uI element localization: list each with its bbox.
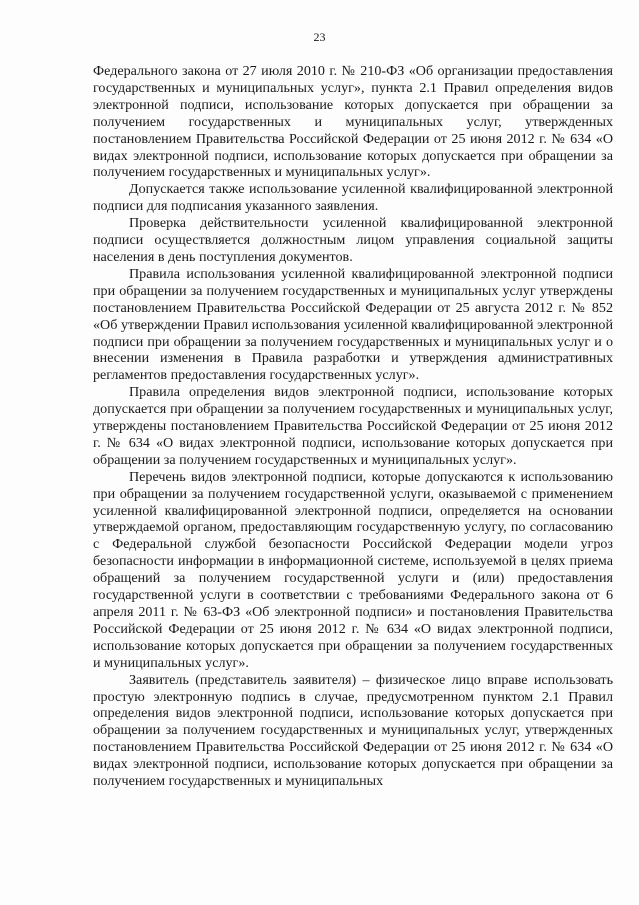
paragraph: Перечень видов электронной подписи, которые допускаются к использованию при обращении за получением государственной услуги, оказываемой с применением усиленной квалифицированной электронной подписи, определяется на основании утверждаемой органом, предоставляющим государственную услугу, по согласованию с Федеральной службой безопасности Российской Федерации модели угроз безопасности информации в информационной системе, используемой в целях приема обращений за получением государственной услуги и (или) предоставления государственной услуги в соответствии с требованиями Федерального закона от 6 апреля 2011 г. № 63-ФЗ «Об электронной подписи» и постановления Правительства Российской Федерации от 25 июня 2012 г. № 634 «О видах электронной подписи, использование которых допускается при обращении за получением государственных и муниципальных услуг».: [93, 468, 613, 671]
paragraph: Допускается также использование усиленной квалифицированной электронной подписи для подписания указанного заявления.: [93, 181, 613, 215]
paragraph: Правила определения видов электронной подписи, использование которых допускается при обращении за получением государственных и муниципальных услуг, утверждены постановлением Правительства Российской Федерации от 25 июня 2012 г. № 634 «О видах электронной подписи, использование которых допускается при обращении за получением государственных и муниципальных услуг».: [93, 384, 613, 468]
paragraph: Проверка действительности усиленной квалифицированной электронной подписи осуществляется должностным лицом управления социальной защиты населения в день поступления документов.: [93, 215, 613, 265]
page-number: 23: [313, 30, 326, 44]
paragraph: Заявитель (представитель заявителя) – физическое лицо вправе использовать простую электронную подпись в случае, предусмотренном пунктом 2.1 Правил определения видов электронной подписи, использование которых допускается при обращении за получением государственных и муниципальных услуг, утвержденных постановлением Правительства Российской Федерации от 25 июня 2012 г. № 634 «О видах электронной подписи, использование которых допускается при обращении за получением государственных и муниципальных: [93, 671, 613, 790]
page-content: [93, 63, 613, 790]
paragraph-continued: Федерального закона от 27 июля 2010 г. № 210-ФЗ «Об организации предоставления государственных и муниципальных услуг», пункта 2.1 Правил определения видов электронной подписи, использование которых допускается при обращении за получением государственных и муниципальных услуг, утвержденных постановлением Правительства Российской Федерации от 25 июня 2012 г. № 634 «О видах электронной подписи, использование которых допускается при обращении за получением государственных и муниципальных услуг».: [93, 63, 613, 181]
paragraph: Правила использования усиленной квалифицированной электронной подписи при обращении за получением государственных и муниципальных услуг утверждены постановлением Правительства Российской Федерации от 25 августа 2012 г. № 852 «Об утверждении Правил использования усиленной квалифицированной электронной подписи при обращении за получением государственных и муниципальных услуг и о внесении изменения в Правила разработки и утверждения административных регламентов предоставления государственных услуг».: [93, 265, 613, 384]
